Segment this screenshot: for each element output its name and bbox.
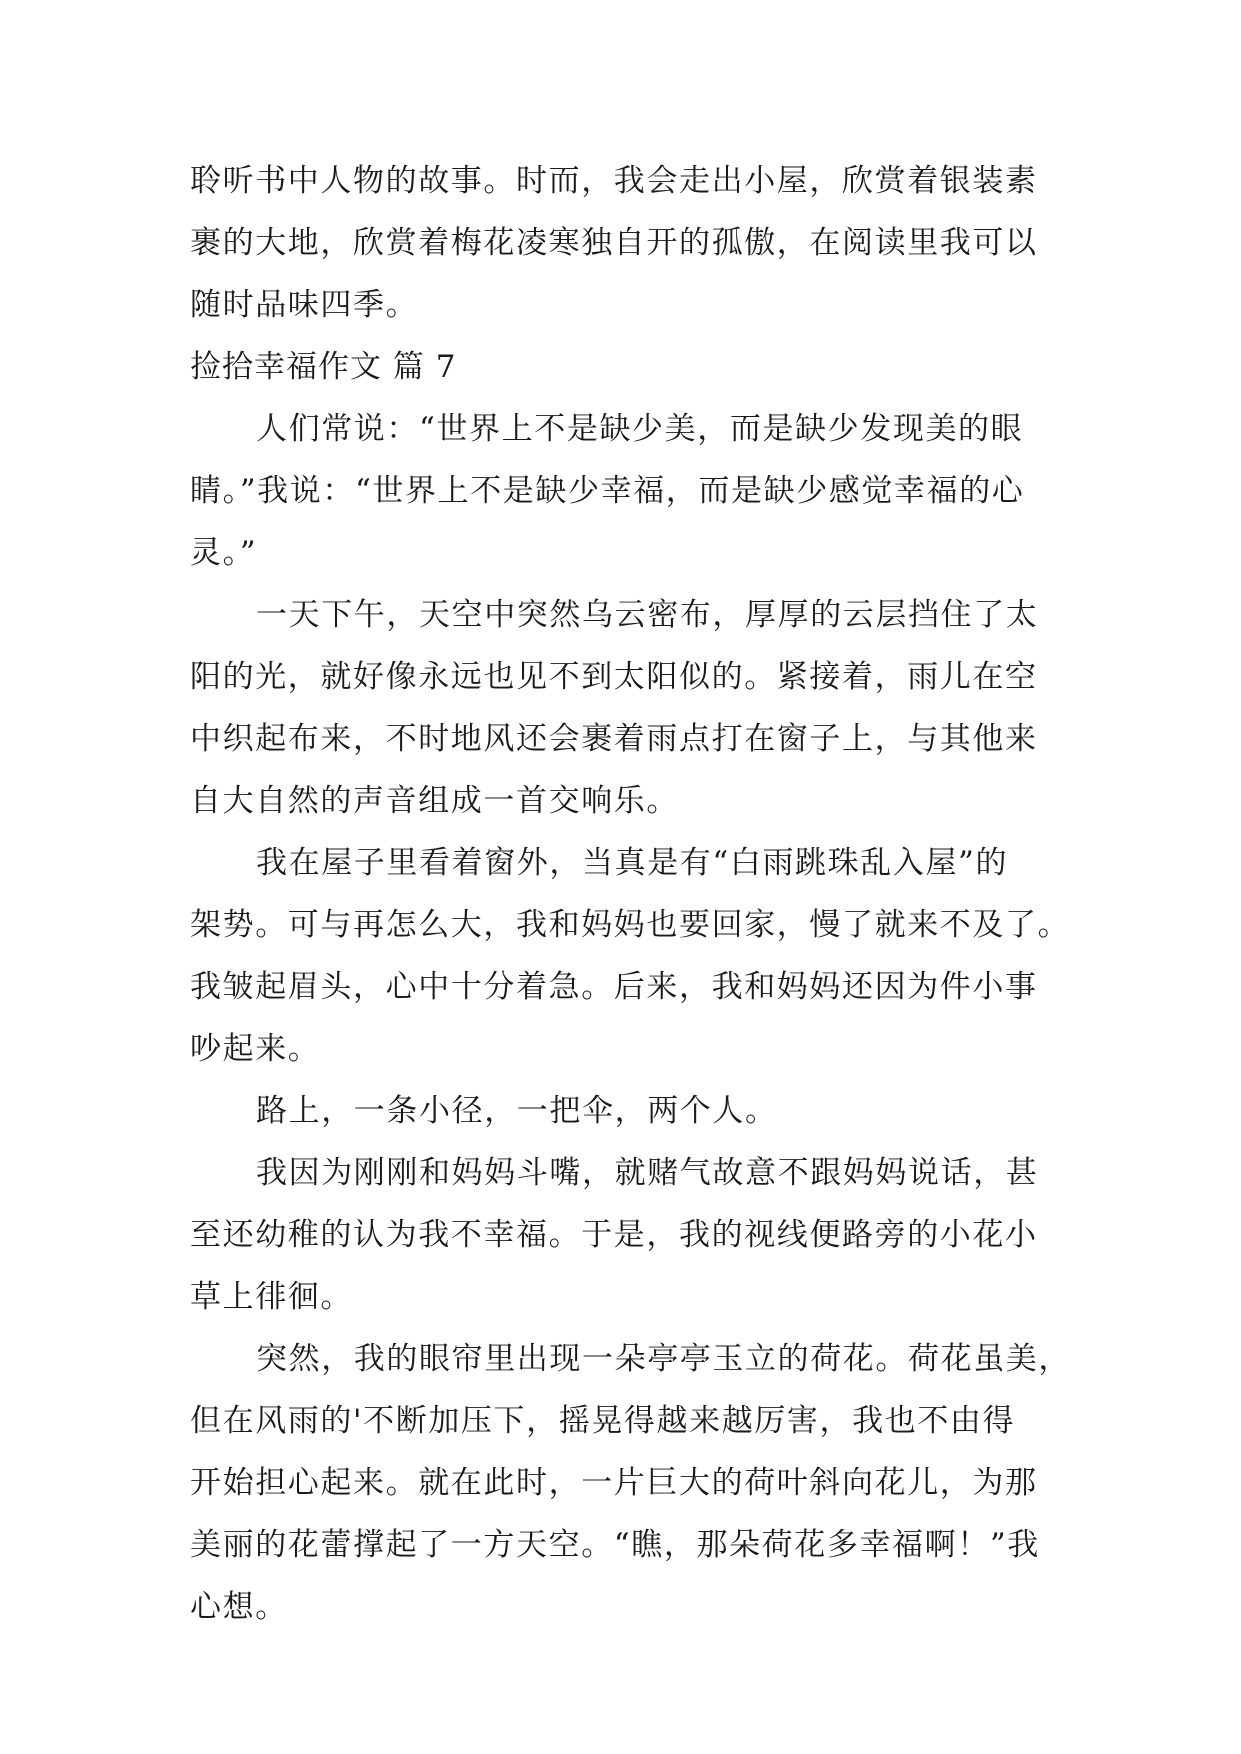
- text-line: 中织起布来，不时地风还会裹着雨点打在窗子上，与其他来: [190, 721, 1038, 757]
- paragraph: [190, 1328, 1071, 1638]
- text-line: 突然，我的眼帘里出现一朵亭亭玉立的荷花。荷花虽美，: [256, 1341, 1071, 1377]
- paragraph: [190, 1080, 1052, 1142]
- text-line: 裹的大地，欣赏着梅花凌寒独自开的孤傲，在阅读里我可以: [190, 225, 1038, 261]
- paragraph: [190, 832, 1071, 1080]
- text-line: 美丽的花蕾撑起了一方天空。“瞧，那朵荷花多幸福啊！”我: [190, 1527, 1040, 1563]
- text-line: 人们常说：“世界上不是缺少美，而是缺少发现美的眼: [256, 411, 1024, 447]
- text-line: 灵。”: [190, 535, 258, 571]
- text-line: 路上，一条小径，一把伞，两个人。: [256, 1093, 778, 1129]
- document-body: [190, 150, 1071, 1638]
- text-line: 我在屋子里看着窗外，当真是有“白雨跳珠乱入屋”的: [256, 845, 1009, 881]
- text-line: 吵起来。: [190, 1031, 321, 1067]
- text-line: 至还幼稚的认为我不幸福。于是，我的视线便路旁的小花小: [190, 1217, 1038, 1253]
- text-line: 阳的光，就好像永远也见不到太阳似的。紧接着，雨儿在空: [190, 659, 1038, 695]
- text-line: 一天下午，天空中突然乌云密布，厚厚的云层挡住了太: [256, 597, 1039, 633]
- paragraph: [190, 584, 1052, 832]
- text-line: 开始担心起来。就在此时，一片巨大的荷叶斜向花儿，为那: [190, 1465, 1038, 1501]
- text-line: 随时品味四季。: [190, 287, 419, 323]
- paragraph: [190, 398, 1052, 584]
- text-line: 我因为刚刚和妈妈斗嘴，就赌气故意不跟妈妈说话，甚: [256, 1155, 1039, 1191]
- text-line: 但在风雨的'不断加压下，摇晃得越来越厉害，我也不由得: [190, 1403, 1016, 1439]
- text-line: 架势。可与再怎么大，我和妈妈也要回家，慢了就来不及了。: [190, 907, 1071, 943]
- text-line: 心想。: [190, 1589, 288, 1625]
- section-heading: 捡拾幸福作文 篇 7: [190, 349, 457, 385]
- text-line: 聆听书中人物的故事。时而，我会走出小屋，欣赏着银装素: [190, 163, 1038, 199]
- text-line: 我皱起眉头，心中十分着急。后来，我和妈妈还因为件小事: [190, 969, 1038, 1005]
- text-line: 睛。”我说：“世界上不是缺少幸福，而是缺少感觉幸福的心: [190, 473, 1025, 509]
- text-line: 草上徘徊。: [190, 1279, 353, 1315]
- text-line: 自大自然的声音组成一首交响乐。: [190, 783, 679, 819]
- paragraph: [190, 1142, 1052, 1328]
